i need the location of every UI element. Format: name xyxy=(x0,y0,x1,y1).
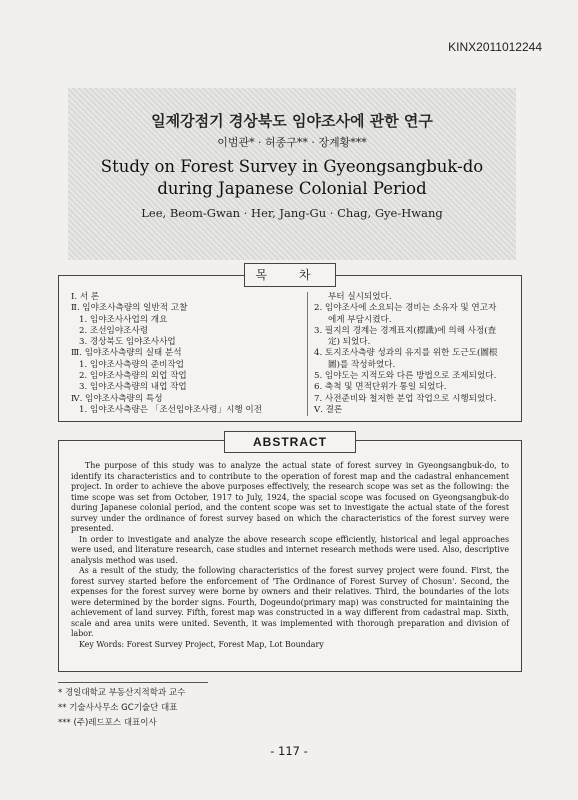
korean-authors: 이범관* · 허종구** · 장계황*** xyxy=(217,136,367,149)
toc-left-item: 3. 경상북도 임야조사사업 xyxy=(79,337,176,348)
abstract-paragraph-3: As a result of the study, the following characteristics of the forest survey project were found. First, the forest survey started before the enforcement of 'The Ordinance of Forest Survey of Chosun'. Second, the expenses for the forest survey were borne by owners and their relatives. Third, the boundaries of the lots were determined by the border signs. Fourth, Dogeundo(primary map) was constructed for maintaining the achievement of land survey. Fifth, forest map was constructed in a way different from cadastral map. Sixth, scale and area units were united. Seventh, it was implemented with thorough preparation and division of labor. xyxy=(71,566,509,638)
english-title xyxy=(68,156,516,200)
toc-right-item: Ⅴ. 결론 xyxy=(314,404,343,415)
toc-left-item: 2. 조선임야조사령 xyxy=(79,325,149,336)
footnote-1: * 경일대학교 부동산지적학과 교수 xyxy=(58,688,186,698)
toc-right-item: 6. 축척 및 면적단위가 통일 되었다. xyxy=(314,382,447,393)
footnote-2: ** 기술사사무소 GC기술단 대표 xyxy=(58,703,178,713)
toc-right-item: 5. 임야도는 지적도와 다른 방법으로 조제되었다. xyxy=(314,371,497,382)
toc-right-item: 에게 부담시켰다. xyxy=(328,314,392,325)
korean-title: 일제강점기 경상북도 임야조사에 관한 연구 xyxy=(151,112,433,130)
footnotes xyxy=(58,686,185,731)
toc-left-item: Ⅱ. 임야조사측량의 일반적 고찰 xyxy=(71,303,188,314)
abstract-box xyxy=(58,440,522,672)
toc-heading: 목 차 xyxy=(244,263,336,287)
abstract-body xyxy=(71,461,509,650)
abstract-heading: ABSTRACT xyxy=(224,431,356,453)
abstract-keywords: Key Words: Forest Survey Project, Forest Map, Lot Boundary xyxy=(79,639,324,649)
toc-left-item: Ⅰ. 서 론 xyxy=(71,292,100,302)
toc-left-column xyxy=(71,292,301,416)
toc-right-item: 4. 토지조사측량 성과의 유지를 위한 도근도(圖根 xyxy=(314,348,498,359)
toc-right-item: 부터 실시되었다. xyxy=(328,292,392,302)
toc-left-item: 1. 임야조사측량은 「조선임야조사령」시행 이전 xyxy=(79,404,263,415)
english-authors: Lee, Beom-Gwan · Her, Jang-Gu · Chag, Gye-Hwang xyxy=(141,206,443,220)
abstract-paragraph-2: In order to investigate and analyze the above research scope efficiently, historical and legal approaches were used, and literature research, case studies and internet research methods were used. Also, descriptive analysis method was used. xyxy=(71,534,509,565)
toc-right-item: 圖)를 작성하였다. xyxy=(328,359,396,370)
title-panel xyxy=(68,88,516,260)
toc-right-column xyxy=(307,292,518,416)
toc-right-item: 3. 필지의 경계는 경계표지(標識)에 의해 사정(査 xyxy=(314,325,497,336)
footnote-rule xyxy=(58,682,208,683)
toc-right-item: 定) 되었다. xyxy=(328,337,371,348)
toc-right-item: 7. 사전준비와 철저한 분업 작업으로 시행되었다. xyxy=(314,393,497,404)
english-title-line-2: during Japanese Colonial Period xyxy=(157,179,427,198)
toc-left-item: 1. 임야조사측량의 준비작업 xyxy=(79,359,184,370)
toc-left-item: 1. 임야조사사업의 개요 xyxy=(79,314,168,325)
english-title-line-1: Study on Forest Survey in Gyeongsangbuk-do xyxy=(100,157,484,176)
abstract-paragraph-1: The purpose of this study was to analyze the actual state of forest survey in Gyeongsangbuk-do, to identify its characteristics and to contribute to the operation of forest map and the cadastral enhancement project. In order to achieve the above purposes effectively, the research scope was set as the following: the time scope was set from October, 1917 to July, 1924, the spacial scope was focused on Gyeongsangbuk-do during Japanese colonial period, and the content scope was set to investigate the actual state of the forest survey under the ordinance of forest survey based on which the characteristics of the forest survey were presented. xyxy=(71,461,509,533)
toc-left-item: 2. 임야조사측량의 외업 작업 xyxy=(79,371,187,382)
toc-left-item: Ⅳ. 임야조사측량의 특성 xyxy=(71,393,163,404)
footnote-3: *** (주)레드포스 대표이사 xyxy=(58,718,157,728)
document-id: KINX2011012244 xyxy=(448,40,542,54)
page-number: - 117 - xyxy=(270,744,308,758)
toc-left-item: Ⅲ. 임야조사측량의 실태 분석 xyxy=(71,348,182,359)
table-of-contents xyxy=(58,275,522,422)
toc-left-item: 3. 임야조사측량의 내업 작업 xyxy=(79,382,187,393)
toc-right-item: 2. 임야조사에 소요되는 경비는 소유자 및 연고자 xyxy=(314,303,497,314)
